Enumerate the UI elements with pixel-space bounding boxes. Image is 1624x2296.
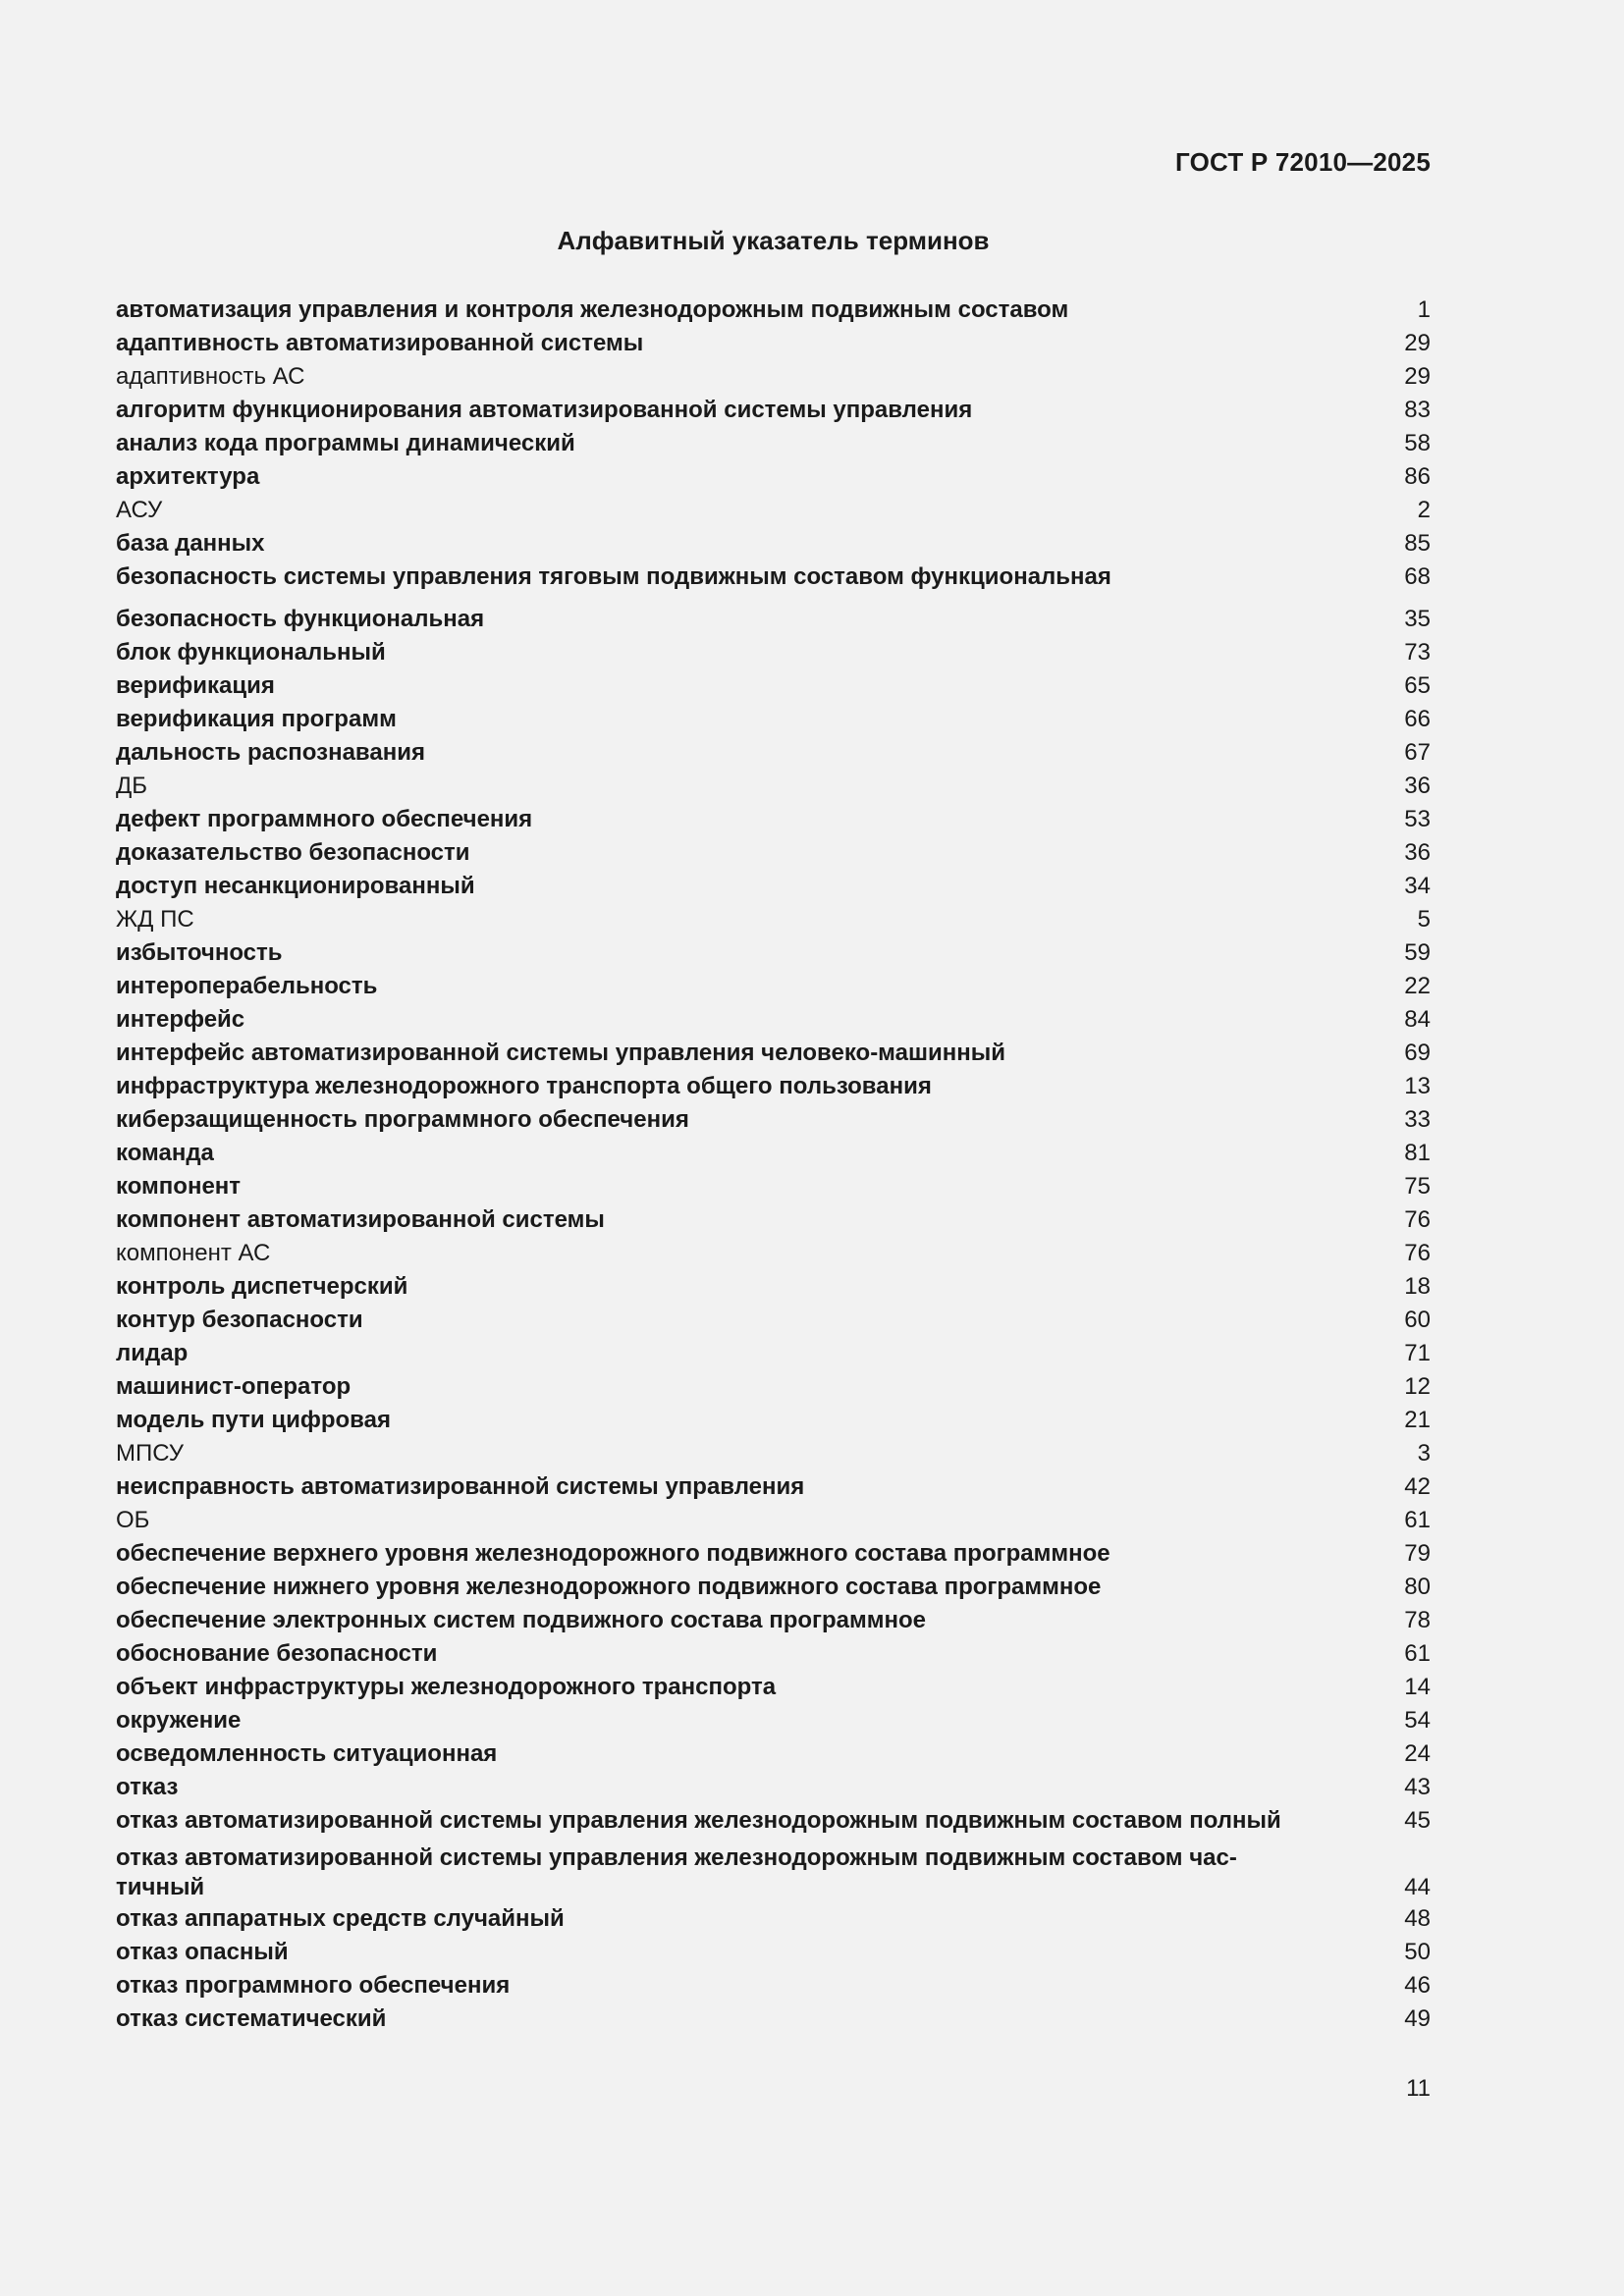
term-text: адаптивность автоматизированной системы <box>116 330 644 356</box>
term-row <box>116 1704 1431 1737</box>
term-text: объект инфраструктуры железнодорожного транспорта <box>116 1674 777 1700</box>
term-text: доказательство безопасности <box>116 839 470 866</box>
term-reference-number: 61 <box>1404 1640 1431 1667</box>
term-row <box>116 294 1431 327</box>
term-reference-number: 78 <box>1404 1607 1431 1633</box>
term-reference-number: 71 <box>1404 1340 1431 1366</box>
term-reference-number: 81 <box>1404 1140 1431 1166</box>
term-text: обеспечение нижнего уровня железнодорожного подвижного состава программное <box>116 1574 1102 1600</box>
term-text: контроль диспетчерский <box>116 1273 408 1300</box>
term-row <box>116 1003 1431 1037</box>
term-text: команда <box>116 1140 214 1166</box>
term-reference-number: 18 <box>1404 1273 1431 1300</box>
term-text: интерфейс <box>116 1006 245 1033</box>
index-title: Алфавитный указатель терминов <box>557 226 990 255</box>
term-reference-number: 61 <box>1404 1507 1431 1533</box>
term-reference-number: 58 <box>1404 430 1431 456</box>
term-row <box>116 1170 1431 1203</box>
term-row <box>116 903 1431 936</box>
term-row <box>116 636 1431 669</box>
term-row <box>116 2002 1431 2036</box>
term-reference-number: 29 <box>1404 363 1431 390</box>
term-reference-number: 29 <box>1404 330 1431 356</box>
term-reference-number: 53 <box>1404 806 1431 832</box>
term-reference-number: 60 <box>1404 1307 1431 1333</box>
term-reference-number: 33 <box>1404 1106 1431 1133</box>
term-text: модель пути цифровая <box>116 1407 391 1433</box>
term-text: алгоритм функционирования автоматизированной системы управления <box>116 397 973 423</box>
term-reference-number: 76 <box>1404 1206 1431 1233</box>
term-text: адаптивность АС <box>116 363 305 390</box>
term-row <box>116 1037 1431 1070</box>
term-text: МПСУ <box>116 1440 185 1467</box>
term-text: доступ несанкционированный <box>116 873 475 899</box>
term-row <box>116 1337 1431 1370</box>
term-reference-number: 83 <box>1404 397 1431 423</box>
term-reference-number: 86 <box>1404 463 1431 490</box>
term-row <box>116 1737 1431 1771</box>
term-row <box>116 1671 1431 1704</box>
term-text: отказ автоматизированной системы управления железнодорожным подвижным составом полный <box>116 1807 1281 1834</box>
term-row <box>116 836 1431 870</box>
term-text: безопасность системы управления тяговым подвижным составом функциональная <box>116 563 1111 590</box>
term-text: ЖД ПС <box>116 906 194 933</box>
term-index-list <box>116 294 1431 2036</box>
term-row <box>116 327 1431 360</box>
term-text: осведомленность ситуационная <box>116 1740 498 1767</box>
term-text: блок функциональный <box>116 639 386 666</box>
term-reference-number: 36 <box>1404 773 1431 799</box>
term-row <box>116 603 1431 636</box>
term-row <box>116 736 1431 770</box>
term-reference-number: 44 <box>1404 1874 1431 1900</box>
term-reference-number: 1 <box>1417 296 1431 323</box>
term-row <box>116 1203 1431 1237</box>
term-row <box>116 1936 1431 1969</box>
term-reference-number: 59 <box>1404 939 1431 966</box>
term-reference-number: 35 <box>1404 606 1431 632</box>
term-row <box>116 1969 1431 2002</box>
term-text: обоснование безопасности <box>116 1640 438 1667</box>
term-row <box>116 394 1431 427</box>
term-reference-number: 13 <box>1404 1073 1431 1099</box>
term-reference-number: 12 <box>1404 1373 1431 1400</box>
term-reference-number: 50 <box>1404 1939 1431 1965</box>
term-reference-number: 66 <box>1404 706 1431 732</box>
term-text: компонент автоматизированной системы <box>116 1206 605 1233</box>
term-text: автоматизация управления и контроля железнодорожным подвижным составом <box>116 296 1069 323</box>
term-row <box>116 970 1431 1003</box>
term-text: обеспечение верхнего уровня железнодорожного подвижного состава программное <box>116 1540 1110 1567</box>
term-reference-number: 21 <box>1404 1407 1431 1433</box>
term-row <box>116 1070 1431 1103</box>
term-row <box>116 460 1431 494</box>
term-text: верификация <box>116 672 275 699</box>
term-reference-number: 48 <box>1404 1905 1431 1932</box>
term-text: неисправность автоматизированной системы управления <box>116 1473 805 1500</box>
term-reference-number: 46 <box>1404 1972 1431 1999</box>
term-reference-number: 73 <box>1404 639 1431 666</box>
term-row <box>116 1137 1431 1170</box>
term-reference-number: 3 <box>1417 1440 1431 1467</box>
term-row <box>116 936 1431 970</box>
term-text: ОБ <box>116 1507 150 1533</box>
term-text: интероперабельность <box>116 973 378 999</box>
term-reference-number: 36 <box>1404 839 1431 866</box>
term-text: отказ систематический <box>116 2005 387 2032</box>
term-reference-number: 85 <box>1404 530 1431 557</box>
term-text: обеспечение электронных систем подвижного состава программное <box>116 1607 927 1633</box>
term-reference-number: 69 <box>1404 1040 1431 1066</box>
term-text: лидар <box>116 1340 189 1366</box>
term-text: архитектура <box>116 463 260 490</box>
term-text: ДБ <box>116 773 148 799</box>
term-reference-number: 22 <box>1404 973 1431 999</box>
term-text: отказ аппаратных средств случайный <box>116 1905 565 1932</box>
term-text: отказ программного обеспечения <box>116 1972 511 1999</box>
term-row <box>116 1771 1431 1804</box>
term-reference-number: 14 <box>1404 1674 1431 1700</box>
term-row <box>116 1804 1431 1838</box>
term-row <box>116 803 1431 836</box>
term-text: АСУ <box>116 497 163 523</box>
term-row <box>116 1604 1431 1637</box>
term-row <box>116 1838 1431 1902</box>
page-number: 11 <box>1406 2075 1431 2102</box>
term-reference-number: 76 <box>1404 1240 1431 1266</box>
term-reference-number: 34 <box>1404 873 1431 899</box>
term-text: база данных <box>116 530 265 557</box>
term-row <box>116 669 1431 703</box>
term-text: киберзащищенность программного обеспечения <box>116 1106 689 1133</box>
term-row <box>116 1571 1431 1604</box>
term-text: окружение <box>116 1707 242 1734</box>
term-reference-number: 45 <box>1404 1807 1431 1834</box>
term-text: избыточность <box>116 939 283 966</box>
term-text: отказ <box>116 1774 179 1800</box>
term-text: дефект программного обеспечения <box>116 806 533 832</box>
term-row <box>116 1637 1431 1671</box>
term-reference-number: 43 <box>1404 1774 1431 1800</box>
term-row <box>116 1237 1431 1270</box>
term-row <box>116 360 1431 394</box>
term-reference-number: 84 <box>1404 1006 1431 1033</box>
term-row <box>116 561 1431 594</box>
term-text: дальность распознавания <box>116 739 425 766</box>
term-row <box>116 1370 1431 1404</box>
term-reference-number: 24 <box>1404 1740 1431 1767</box>
term-text: отказ автоматизированной системы управления железнодорожным подвижным составом час- тичный <box>116 1844 1237 1900</box>
term-text: верификация программ <box>116 706 397 732</box>
term-row <box>116 770 1431 803</box>
term-row <box>116 1404 1431 1437</box>
term-reference-number: 79 <box>1404 1540 1431 1567</box>
term-text: контур безопасности <box>116 1307 363 1333</box>
term-row <box>116 870 1431 903</box>
term-text: компонент АС <box>116 1240 271 1266</box>
term-row <box>116 1304 1431 1337</box>
term-reference-number: 49 <box>1404 2005 1431 2032</box>
term-text: интерфейс автоматизированной системы управления человеко-машинный <box>116 1040 1005 1066</box>
term-text: инфраструктура железнодорожного транспорта общего пользования <box>116 1073 932 1099</box>
term-text: отказ опасный <box>116 1939 289 1965</box>
term-row <box>116 1537 1431 1571</box>
term-reference-number: 75 <box>1404 1173 1431 1200</box>
term-row <box>116 1470 1431 1504</box>
term-row <box>116 1437 1431 1470</box>
term-reference-number: 65 <box>1404 672 1431 699</box>
term-reference-number: 80 <box>1404 1574 1431 1600</box>
term-text: анализ кода программы динамический <box>116 430 575 456</box>
term-row <box>116 1103 1431 1137</box>
term-reference-number: 68 <box>1404 563 1431 590</box>
term-row <box>116 703 1431 736</box>
term-row <box>116 527 1431 561</box>
term-text: безопасность функциональная <box>116 606 485 632</box>
term-row <box>116 1902 1431 1936</box>
term-reference-number: 67 <box>1404 739 1431 766</box>
document-code: ГОСТ Р 72010—2025 <box>1175 147 1431 177</box>
term-row <box>116 1504 1431 1537</box>
term-reference-number: 5 <box>1417 906 1431 933</box>
term-reference-number: 42 <box>1404 1473 1431 1500</box>
term-text: машинист-оператор <box>116 1373 352 1400</box>
term-text: компонент <box>116 1173 242 1200</box>
term-reference-number: 2 <box>1417 497 1431 523</box>
term-row <box>116 1270 1431 1304</box>
term-row <box>116 427 1431 460</box>
term-row <box>116 494 1431 527</box>
term-reference-number: 54 <box>1404 1707 1431 1734</box>
